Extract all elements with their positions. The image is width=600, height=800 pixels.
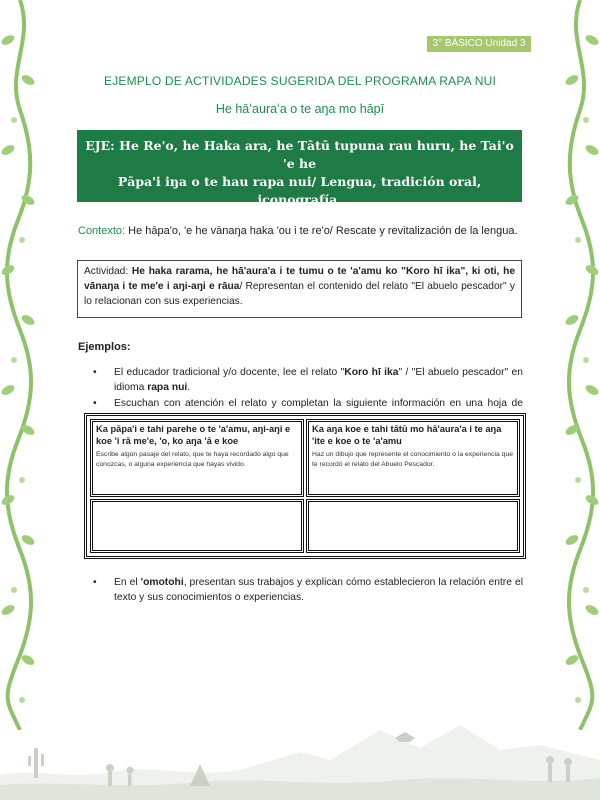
eje-line: prácticas de lectura y escritura de los pueblos originarios. — [94, 210, 505, 225]
bullet-text: , presentan sus trabajos y explican cómo establecieron la relación entre el texto y sus conocimientos o experiencias. — [114, 577, 523, 603]
table-cell-left-bottom — [90, 499, 304, 553]
landscape-footer-silhouette-icon — [0, 690, 600, 800]
bullet-text: En el — [114, 577, 141, 588]
bullet-text: " / "El abuelo pescador" en idioma — [114, 367, 523, 393]
context-label: Contexto: — [78, 225, 126, 237]
table-cell-right-bottom — [306, 499, 520, 553]
bullet-text: Escuchan con atención el relato y completan la siguiente información en una hoja de — [114, 398, 523, 409]
activity-subtitle: He hāʻauraʻa o te aŋa mo hāpī — [215, 102, 385, 116]
eje-box — [77, 130, 522, 225]
bullet-text: El educador tradicional y/o docente, lee el relato " — [114, 367, 345, 378]
eje-line: EJE: He Re'o, he Haka ara, he Tātū tupuna rau huru, he Tai'o 'e he — [85, 138, 514, 171]
activity-table — [84, 413, 526, 559]
bullet-bold: rapa nui — [147, 382, 188, 393]
activity-bold-text: He haka rarama, he hā'aura'a i te tumu o te 'a'amu ko "Koro hī ika", ki oti, he vānaŋa i te me'e i aŋi-aŋi e rāua — [84, 266, 516, 292]
activity-text: / Representan el contenido del relato "El abuelo pescador" y lo relacionan con sus experiencias. — [84, 281, 515, 307]
program-title: EJEMPLO DE ACTIVIDADES SUGERIDA DEL PROGRAMA RAPA NUI — [103, 74, 497, 88]
table-cell-right-top — [306, 419, 520, 497]
cell-instruction: Haz un dibujo que represente el conocimiento o la experiencia que te recordó el relato del Abuelo Pescador. — [312, 451, 514, 468]
cell-header: Ka pāpa'i e tahi parehe o te 'a'amu, aŋi-aŋi e koe 'i rā me'e, 'o, ko aŋa 'ā e koe — [96, 424, 291, 446]
bullet-bold: Koro hī ika — [344, 367, 399, 378]
bullet-text: . — [187, 382, 191, 393]
activity-box — [77, 260, 522, 318]
bullet-icon: • — [93, 398, 97, 409]
bullet-bold: 'omotohi — [140, 577, 184, 588]
bullet-icon: • — [93, 577, 97, 588]
context-paragraph — [78, 225, 528, 237]
bullet-icon: • — [93, 367, 97, 378]
cell-instruction: Escribe algún pasaje del relato, que te haya recordado algo que conozcas, o alguna experiencia que hayas vivido. — [96, 451, 289, 468]
eje-line: Pāpa'i iŋa o te hau rapa nui/ Lengua, tradición oral, iconografía, — [117, 174, 482, 207]
list-item — [93, 575, 523, 605]
cell-header: Ka aŋa koe e tahi tātū mo hā'aura'a i te aŋa 'ite e koe o te 'a'amu — [312, 424, 502, 446]
context-text: He hāpa'o, 'e he vānaŋa haka 'ou i te re'o/ Rescate y revitalización de la lengua. — [125, 225, 518, 237]
examples-heading: Ejemplos: — [78, 341, 131, 353]
list-item — [93, 365, 523, 395]
table-cell-left-top — [90, 419, 304, 497]
activity-label: Actividad: — [84, 266, 132, 277]
grade-badge: 3° BÁSICO Unidad 3 — [427, 36, 531, 52]
